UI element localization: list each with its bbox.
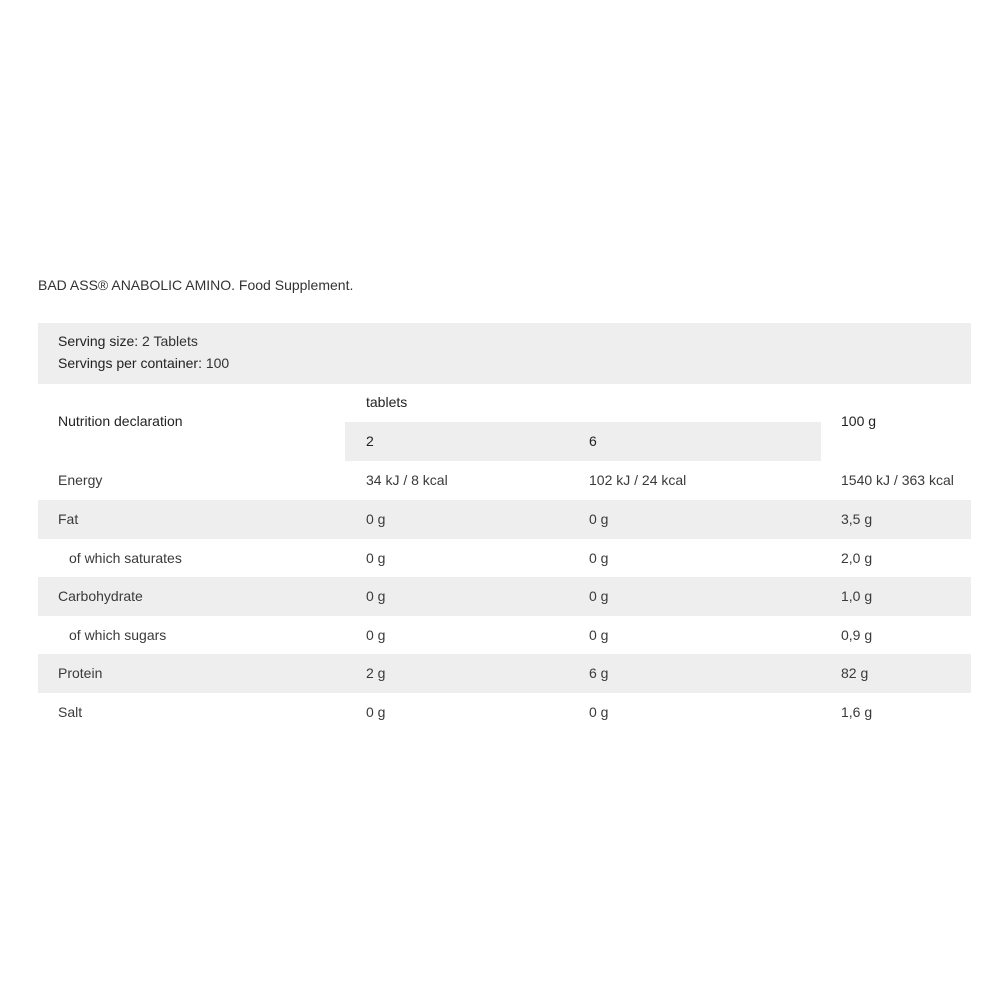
value-per-100g: 1,6 g (841, 704, 873, 720)
nutrient-name: of which sugars (69, 627, 167, 643)
value-2-tablets: 2 g (366, 665, 386, 681)
page-title: BAD ASS® ANABOLIC AMINO. Food Supplement. (38, 277, 354, 293)
table-row-sugars (38, 616, 971, 655)
nutrient-name: Energy (58, 472, 103, 488)
value-per-100g: 1540 kJ / 363 kcal (841, 472, 954, 488)
table-row-fat (38, 500, 971, 539)
nutrition-declaration-header: Nutrition declaration (58, 413, 183, 429)
table-row-carbohydrate (38, 577, 971, 616)
value-2-tablets: 0 g (366, 550, 386, 566)
tablet-count-2: 2 (366, 433, 374, 449)
nutrient-name: Salt (58, 704, 83, 720)
table-row-protein (38, 654, 971, 693)
servings-per-container-line (58, 355, 229, 371)
value-6-tablets: 0 g (589, 704, 609, 720)
table-row-salt (38, 693, 971, 732)
value-6-tablets: 0 g (589, 627, 609, 643)
value-per-100g: 3,5 g (841, 511, 873, 527)
servings-per-container-label: Servings per container: (58, 355, 202, 371)
value-6-tablets: 0 g (589, 588, 609, 604)
table-row-energy (38, 461, 971, 500)
value-6-tablets: 0 g (589, 550, 609, 566)
nutrient-name: Fat (58, 511, 79, 527)
table-row-saturates (38, 539, 971, 578)
value-per-100g: 82 g (841, 665, 869, 681)
per-100g-header: 100 g (841, 413, 877, 429)
value-per-100g: 2,0 g (841, 550, 873, 566)
value-per-100g: 0,9 g (841, 627, 873, 643)
nutrient-name: Carbohydrate (58, 588, 143, 604)
servings-per-container-value: 100 (205, 355, 230, 371)
value-2-tablets: 0 g (366, 704, 386, 720)
value-per-100g: 1,0 g (841, 588, 873, 604)
serving-info-box (38, 323, 971, 384)
value-6-tablets: 102 kJ / 24 kcal (589, 472, 687, 488)
value-6-tablets: 0 g (589, 511, 609, 527)
serving-size-line (58, 333, 198, 349)
tablets-header: tablets (366, 394, 408, 410)
tablet-count-6: 6 (589, 433, 597, 449)
serving-size-label: Serving size: (58, 333, 139, 349)
value-2-tablets: 0 g (366, 588, 386, 604)
value-2-tablets: 0 g (366, 511, 386, 527)
serving-size-value: 2 Tablets (142, 333, 198, 349)
value-2-tablets: 34 kJ / 8 kcal (366, 472, 448, 488)
value-2-tablets: 0 g (366, 627, 386, 643)
nutrient-name: of which saturates (69, 550, 182, 566)
nutrient-name: Protein (58, 665, 103, 681)
value-6-tablets: 6 g (589, 665, 609, 681)
tablet-count-subheader (345, 422, 821, 461)
